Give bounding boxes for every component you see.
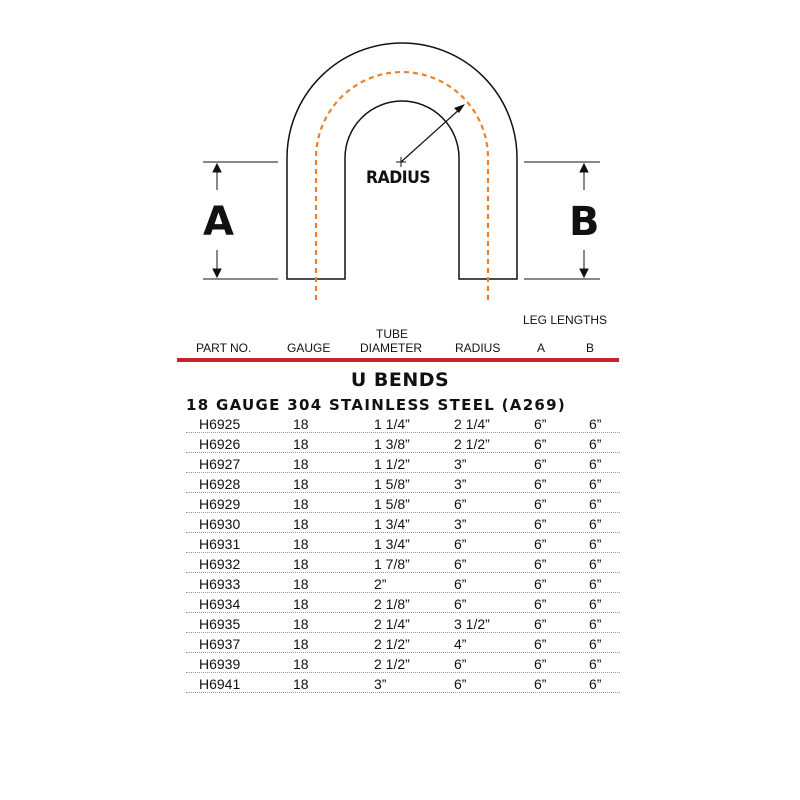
section-title: U BENDS	[350, 369, 450, 391]
leg-a-label: A	[203, 199, 234, 245]
leg-b-cell: 6”	[589, 536, 602, 552]
part-number-cell: H6935	[199, 616, 241, 632]
header-gauge: GAUGE	[287, 341, 331, 355]
tube-diameter-cell: 2 1/2”	[374, 656, 410, 672]
section-subtitle: 18 GAUGE 304 STAINLESS STEEL (A269)	[186, 396, 567, 414]
header-a: A	[537, 341, 546, 355]
gauge-cell: 18	[293, 536, 309, 552]
leg-a-cell: 6”	[534, 456, 547, 472]
gauge-cell: 18	[293, 556, 309, 572]
leg-b-cell: 6”	[589, 496, 602, 512]
tube-diameter-cell: 3”	[374, 676, 387, 692]
table-row	[0, 454, 800, 474]
gauge-cell: 18	[293, 496, 309, 512]
radius-label: RADIUS	[366, 168, 431, 188]
radius-cell: 6”	[454, 596, 467, 612]
leg-b-cell: 6”	[589, 636, 602, 652]
tube-diameter-cell: 1 7/8”	[374, 556, 410, 572]
leg-a-cell: 6”	[534, 556, 547, 572]
header-tube: TUBE	[376, 327, 409, 341]
tube-diameter-cell: 1 3/4”	[374, 516, 410, 532]
leg-b-cell: 6”	[589, 476, 602, 492]
leg-b-cell: 6”	[589, 576, 602, 592]
tube-diameter-cell: 1 3/4”	[374, 536, 410, 552]
radius-cell: 3”	[454, 516, 467, 532]
gauge-cell: 18	[293, 476, 309, 492]
leg-b-cell: 6”	[589, 436, 602, 452]
table-row	[0, 434, 800, 454]
gauge-cell: 18	[293, 576, 309, 592]
table-row	[0, 494, 800, 514]
gauge-cell: 18	[293, 516, 309, 532]
leg-b-cell: 6”	[589, 596, 602, 612]
part-number-cell: H6933	[199, 576, 241, 592]
header-radius: RADIUS	[455, 341, 501, 355]
radius-cell: 3 1/2”	[454, 616, 490, 632]
parts-table	[0, 414, 800, 694]
header-part-no: PART NO.	[196, 341, 252, 355]
gauge-cell: 18	[293, 636, 309, 652]
leg-a-cell: 6”	[534, 436, 547, 452]
tube-diameter-cell: 2”	[374, 576, 387, 592]
gauge-cell: 18	[293, 676, 309, 692]
header-diameter: DIAMETER	[360, 341, 423, 355]
tube-diameter-cell: 1 1/4”	[374, 416, 410, 432]
part-number-cell: H6932	[199, 556, 241, 572]
part-number-cell: H6926	[199, 436, 241, 452]
part-number-cell: H6941	[199, 676, 241, 692]
table-row	[0, 594, 800, 614]
leg-a-cell: 6”	[534, 536, 547, 552]
gauge-cell: 18	[293, 456, 309, 472]
gauge-cell: 18	[293, 416, 309, 432]
leg-a-cell: 6”	[534, 476, 547, 492]
tube-diameter-cell: 1 5/8”	[374, 476, 410, 492]
header-leg-lengths: LEG LENGTHS	[523, 313, 608, 327]
part-number-cell: H6930	[199, 516, 241, 532]
radius-cell: 6”	[454, 656, 467, 672]
table-row	[0, 554, 800, 574]
tube-diameter-cell: 1 1/2”	[374, 456, 410, 472]
part-number-cell: H6928	[199, 476, 241, 492]
tube-diameter-cell: 1 5/8”	[374, 496, 410, 512]
leg-a-cell: 6”	[534, 416, 547, 432]
radius-cell: 6”	[454, 676, 467, 692]
leg-b-label: B	[569, 199, 600, 245]
leg-a-cell: 6”	[534, 496, 547, 512]
radius-cell: 3”	[454, 476, 467, 492]
table-row	[0, 614, 800, 634]
tube-diameter-cell: 2 1/4”	[374, 616, 410, 632]
leg-b-cell: 6”	[589, 456, 602, 472]
part-number-cell: H6931	[199, 536, 241, 552]
header-rule	[177, 358, 619, 362]
leg-b-cell: 6”	[589, 676, 602, 692]
radius-cell: 4”	[454, 636, 467, 652]
part-number-cell: H6939	[199, 656, 241, 672]
gauge-cell: 18	[293, 596, 309, 612]
part-number-cell: H6937	[199, 636, 241, 652]
part-number-cell: H6934	[199, 596, 241, 612]
radius-cell: 6”	[454, 496, 467, 512]
leg-b-cell: 6”	[589, 416, 602, 432]
radius-cell: 6”	[454, 576, 467, 592]
table-row	[0, 574, 800, 594]
part-number-cell: H6925	[199, 416, 241, 432]
leg-a-cell: 6”	[534, 516, 547, 532]
leg-a-cell: 6”	[534, 636, 547, 652]
leg-b-cell: 6”	[589, 656, 602, 672]
leg-b-cell: 6”	[589, 516, 602, 532]
leg-a-cell: 6”	[534, 656, 547, 672]
gauge-cell: 18	[293, 436, 309, 452]
radius-cell: 3”	[454, 456, 467, 472]
table-row	[0, 654, 800, 674]
leg-a-cell: 6”	[534, 676, 547, 692]
tube-diameter-cell: 2 1/8”	[374, 596, 410, 612]
table-row	[0, 474, 800, 494]
radius-cell: 2 1/2”	[454, 436, 490, 452]
leg-a-cell: 6”	[534, 596, 547, 612]
table-row	[0, 514, 800, 534]
leg-a-cell: 6”	[534, 576, 547, 592]
table-row	[0, 634, 800, 654]
tube-diameter-cell: 1 3/8”	[374, 436, 410, 452]
radius-cell: 2 1/4”	[454, 416, 490, 432]
radius-cell: 6”	[454, 556, 467, 572]
leg-a-cell: 6”	[534, 616, 547, 632]
u-bend-diagram	[0, 0, 800, 310]
tube-diameter-cell: 2 1/2”	[374, 636, 410, 652]
leg-b-cell: 6”	[589, 616, 602, 632]
part-number-cell: H6929	[199, 496, 241, 512]
table-row	[0, 674, 800, 694]
table-row	[0, 534, 800, 554]
part-number-cell: H6927	[199, 456, 241, 472]
leg-b-cell: 6”	[589, 556, 602, 572]
header-b: B	[586, 341, 595, 355]
gauge-cell: 18	[293, 616, 309, 632]
gauge-cell: 18	[293, 656, 309, 672]
radius-cell: 6”	[454, 536, 467, 552]
table-row	[0, 414, 800, 434]
